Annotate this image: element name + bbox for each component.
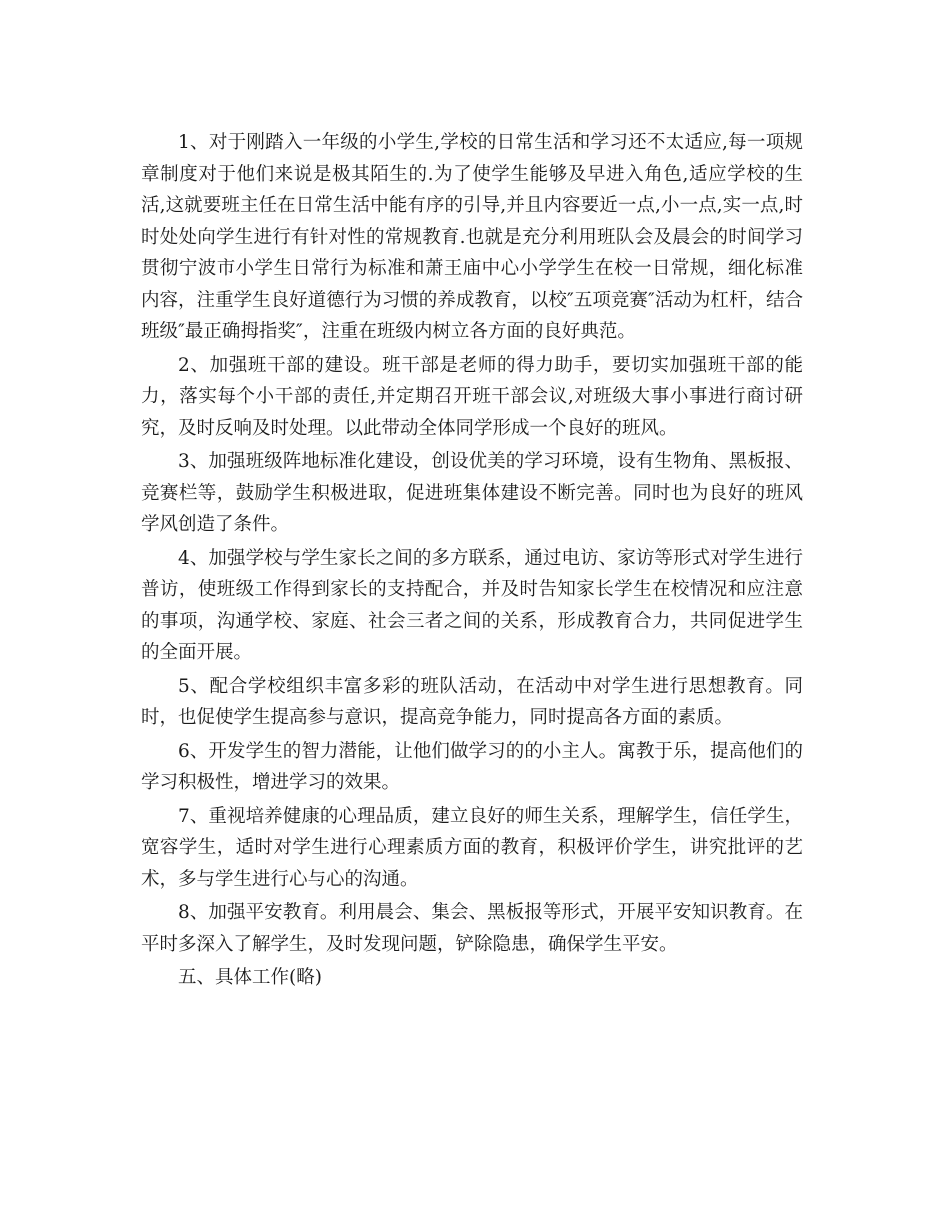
document-body <box>141 127 803 996</box>
paragraph-8: 8、加强平安教育。利用晨会、集会、黑板报等形式，开展平安知识教育。在平时多深入了解学生，及时发现问题，铲除隐患，确保学生平安。 <box>141 902 803 955</box>
paragraph-2: 2、加强班干部的建设。班干部是老师的得力助手，要切实加强班干部的能力，落实每个小干部的责任,并定期召开班干部会议,对班级大事小事进行商讨研究，及时反响及时处理。以此带动全体同学形成一个良好的班风。 <box>141 354 803 439</box>
paragraph-6: 6、开发学生的智力潜能，让他们做学习的的小主人。寓教于乐，提高他们的学习积极性，增进学习的效果。 <box>141 740 803 793</box>
paragraph-5: 5、配合学校组织丰富多彩的班队活动，在活动中对学生进行思想教育。同时，也促使学生提高参与意识，提高竞争能力，同时提高各方面的素质。 <box>141 675 803 728</box>
paragraph-1: 1、对于刚踏入一年级的小学生,学校的日常生活和学习还不太适应,每一项规章制度对于他们来说是极其陌生的.为了使学生能够及早进入角色,适应学校的生活,这就要班主任在日常生活中能有序的引导,并且内容要近一点,小一点,实一点,时时处处向学生进行有针对性的常规教育.也就是充分利用班队会及晨会的时间学习贯彻宁波市小学生日常行为标准和萧王庙中心小学学生在校一日常规，细化标准内容，注重学生良好道德行为习惯的养成教育，以校″五项竞赛″活动为杠杆，结合班级″最正确拇指奖″，注重在班级内树立各方面的良好典范。 <box>141 132 803 342</box>
paragraph-7: 7、重视培养健康的心理品质，建立良好的师生关系，理解学生，信任学生，宽容学生，适时对学生进行心理素质方面的教育，积极评价学生，讲究批评的艺术，多与学生进行心与心的沟通。 <box>141 805 803 890</box>
paragraph-3: 3、加强班级阵地标准化建设，创设优美的学习环境，设有生物角、黑板报、竞赛栏等，鼓励学生积极进取，促进班集体建设不断完善。同时也为良好的班风学风创造了条件。 <box>141 451 803 535</box>
paragraph-4: 4、加强学校与学生家长之间的多方联系，通过电访、家访等形式对学生进行普访，使班级工作得到家长的支持配合，并及时告知家长学生在校情况和应注意的事项，沟通学校、家庭、社会三者之间的关系，形成教育合力，共同促进学生的全面开展。 <box>141 547 803 663</box>
section-heading-specific-work: 五、具体工作(略) <box>178 967 322 988</box>
